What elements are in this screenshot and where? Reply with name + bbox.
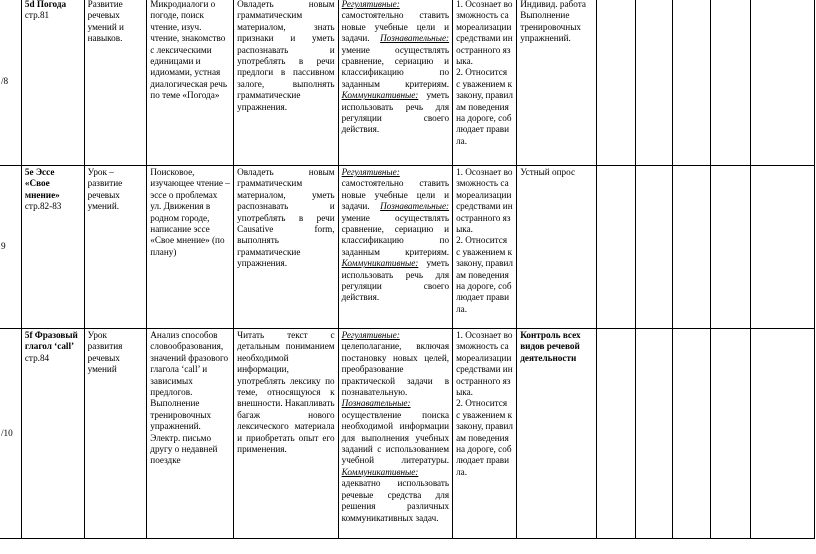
- activities: Поисковое, изучающее чтение – эссе о проблемах ул. Движения в родном городе, написание эссе «Свое мнение» (по плану): [147, 166, 234, 329]
- topic-title: 5e Эссе «Свое мнение»: [24, 167, 60, 200]
- empty-cell: [636, 329, 673, 539]
- uud-label: Регулятивные:: [341, 167, 400, 177]
- control-form: Контроль всех видов речевой деятельности: [517, 329, 597, 539]
- empty-cell: [750, 166, 814, 329]
- empty-cell: [711, 0, 750, 166]
- empty-cell: [672, 166, 710, 329]
- uud-text: уметь использовать речь для регуляции своего действия.: [341, 90, 450, 135]
- subject-results: Овладеть новым грамматическим материалом, знать признаки и уметь распознавать и употреблять в речи предлоги в пассивном залоге, выполнять грамматические упражнения.: [234, 0, 338, 166]
- empty-cell: [636, 166, 673, 329]
- topic-cell: [21, 0, 84, 166]
- topic-title: 5f Фразовый глагол ‘call’: [24, 330, 78, 352]
- empty-cell: [597, 0, 636, 166]
- uud-label: Коммуникативные:: [341, 466, 419, 477]
- uud-text: умение осуществлять сравнение, сериацию и классификацию по заданным критериям.: [341, 212, 450, 257]
- lesson-number: 9: [0, 166, 21, 329]
- lesson-type: Урок развития речевых умений: [84, 329, 147, 539]
- activities: Анализ способов словообразования, значений фразового глагола ‘call’ и зависимых предлогов. Выполнение тренировочных упражнений. Электр. письмо другу о недавней поездке: [147, 329, 234, 539]
- table-row: [0, 0, 815, 166]
- personal-results: 1. Осознает возможность самореализации средствами иностранного языка. 2. Относится с уважением к закону, правилам поведения на дороге, соблюдает правила.: [453, 0, 517, 166]
- uud-label: Познавательные:: [341, 398, 411, 409]
- table-row: [0, 166, 815, 329]
- empty-cell: [711, 329, 750, 539]
- uud-label: Познавательные:: [380, 201, 450, 212]
- uud-text: адекватно использовать речевые средства для решения различных коммуникативных задач.: [341, 478, 450, 523]
- uud-label: Коммуникативные:: [341, 258, 419, 269]
- subject-results: Овладеть новым грамматическим материалом, уметь распознавать и употреблять в речи Causative form, выполнять грамматические упражнения.: [234, 166, 338, 329]
- uud-label: Познавательные:: [380, 33, 450, 44]
- table-row: [0, 329, 815, 539]
- subject-results: Читать текст с детальным пониманием необходимой информации, употреблять лексику по теме, относящуюся к внешности. Накапливать багаж нового лексического материала и приобретать опыт его применения.: [234, 329, 338, 539]
- lesson-number: /10: [0, 329, 21, 539]
- topic-title: 5d Погода: [24, 0, 67, 9]
- empty-cell: [750, 0, 814, 166]
- uud-label: Регулятивные:: [341, 0, 400, 9]
- empty-cell: [597, 329, 636, 539]
- uud-label: Регулятивные:: [341, 330, 400, 340]
- lesson-number: /8: [0, 0, 21, 166]
- uud-cell: [338, 0, 452, 166]
- topic-cell: [21, 329, 84, 539]
- control-form: Индивид. работа Выполнение тренировочных упражнений.: [517, 0, 597, 166]
- uud-cell: [338, 166, 452, 329]
- empty-cell: [750, 329, 814, 539]
- uud-text: самостоятельно ставить новые учебные цели и задачи.: [341, 10, 450, 44]
- uud-text: уметь использовать речь для регуляции своего действия.: [341, 258, 450, 303]
- uud-text: умение осуществлять сравнение, сериацию и классификацию по заданным критериям.: [341, 44, 450, 89]
- empty-cell: [636, 0, 673, 166]
- empty-cell: [597, 166, 636, 329]
- lesson-type: Урок – развитие речевых умений.: [84, 166, 147, 329]
- empty-cell: [711, 166, 750, 329]
- empty-cell: [672, 0, 710, 166]
- control-form: Устный опрос: [517, 166, 597, 329]
- personal-results: 1. Осознает возможность самореализации средствами иностранного языка. 2. Относится с уважением к закону, правилам поведения на дороге, соблюдает правила.: [453, 329, 517, 539]
- empty-cell: [672, 329, 710, 539]
- uud-text: целеполагание, включая постановку новых целей, преобразование практической задачи в познавательную.: [341, 341, 450, 398]
- uud-text: самостоятельно ставить новые учебные цели и задачи.: [341, 178, 450, 212]
- topic-pages: стр.84: [24, 352, 50, 363]
- uud-cell: [338, 329, 452, 539]
- activities: Микродиалоги о погоде, поиск чтение, изуч. чтение, знакомство с лексическими единицами и идиомами, устная диалогическая речь по теме «Погода»: [147, 0, 234, 166]
- topic-pages: стр.82-83: [24, 201, 62, 212]
- topic-cell: [21, 166, 84, 329]
- topic-pages: стр.81: [24, 10, 50, 21]
- lesson-type: Развитие речевых умений и навыков.: [84, 0, 147, 166]
- personal-results: 1. Осознает возможность самореализации средствами иностранного языка. 2. Относится с уважением к закону, правилам поведения на дороге, соблюдает правила.: [453, 166, 517, 329]
- uud-label: Коммуникативные:: [341, 90, 419, 101]
- uud-text: осуществление поиска необходимой информации для выполнения учебных заданий с использованием учебной литературы.: [341, 409, 450, 466]
